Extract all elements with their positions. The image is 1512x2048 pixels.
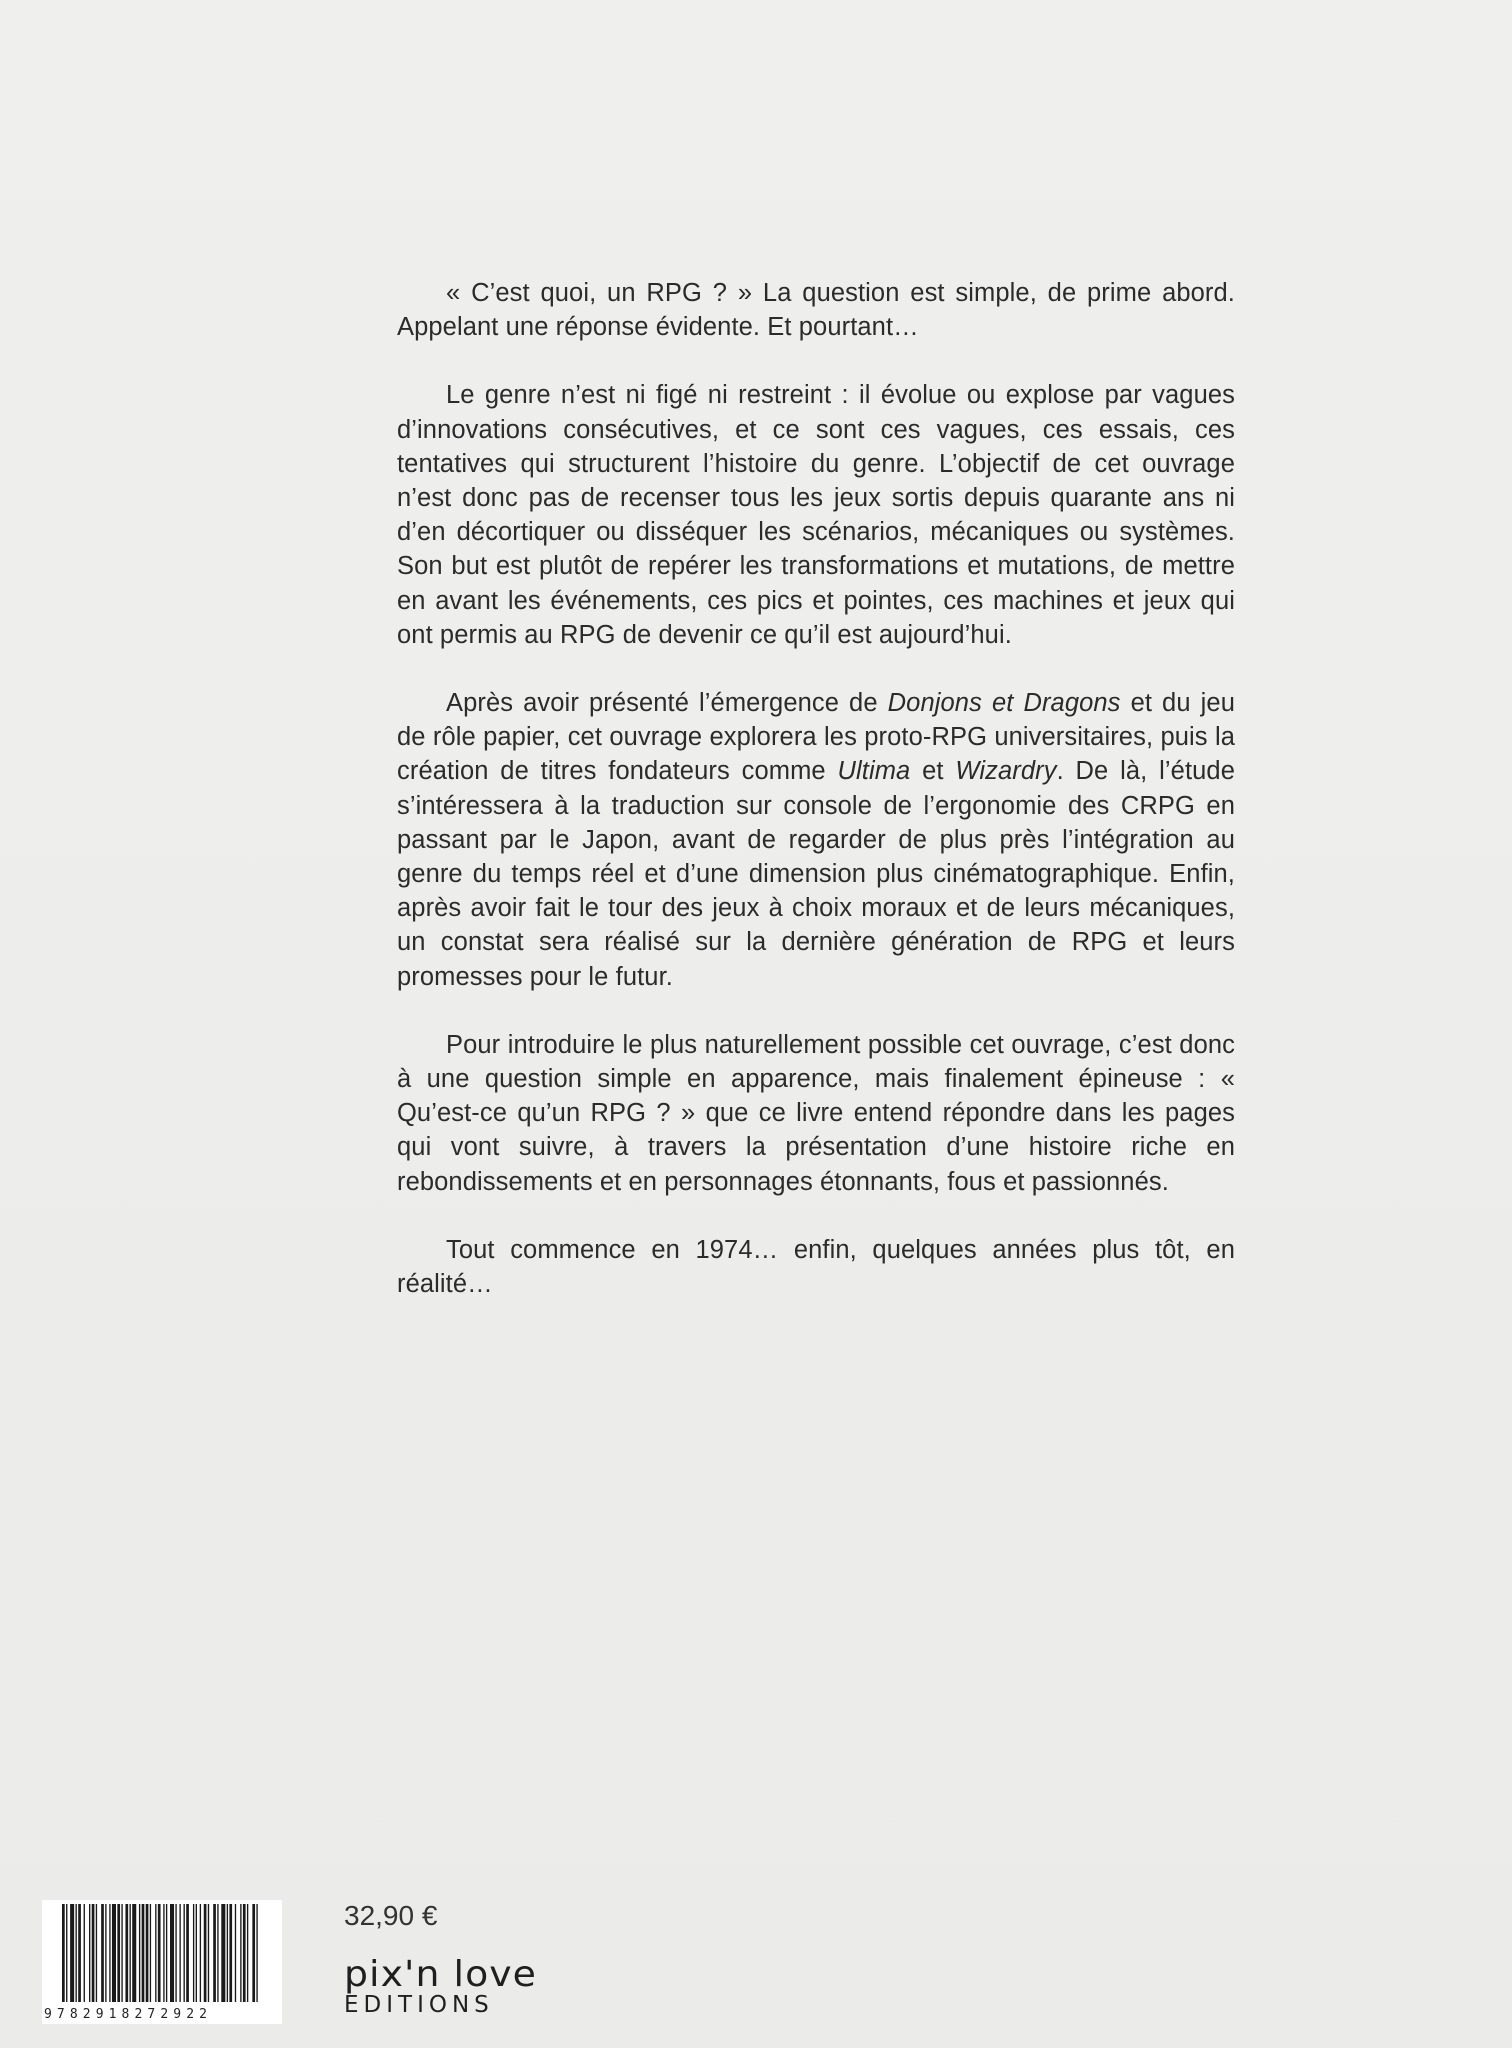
barcode-bar <box>221 1904 225 2002</box>
barcode-bar <box>227 1904 228 2002</box>
barcode-bar <box>163 1904 164 2002</box>
barcode-bar <box>89 1904 90 2002</box>
publisher-logo-bottom: EDITIONS <box>344 1992 494 2018</box>
barcode-bar <box>193 1904 194 2002</box>
barcode-bar <box>92 1904 95 2002</box>
barcode-bar <box>142 1904 145 2002</box>
barcode-bar <box>186 1904 189 2002</box>
paragraph-2 <box>397 378 1235 652</box>
barcode-bar <box>130 1904 131 2002</box>
barcode-bar <box>204 1904 207 2002</box>
barcode-bar <box>158 1904 161 2002</box>
barcode-bar <box>229 1904 232 2002</box>
barcode-bar <box>84 1904 85 2002</box>
barcode-bar <box>96 1904 97 2002</box>
p2-seg-1: Le genre n’est ni figé ni restreint : il évolue ou explose par vagues d’innovations consécutives, et ce sont ces vagues, ces essais, ces tentatives qui structurent l’histoire du genre. L’objectif de cet ouvrage n’est donc pas de recenser tous les jeux sortis depuis quarante ans ni d’en décortiquer ou disséquer les scénarios, mécaniques ou systèmes. Son but est plutôt de repérer les transformations et mutations, de mettre en avant les événements, ces pics et pointes, ces machines et jeux qui ont permis au RPG de devenir ce qu’il est aujourd’hui. <box>397 381 1235 649</box>
barcode-bar <box>150 1904 151 2002</box>
barcode-bar <box>208 1904 209 2002</box>
p3-seg-5: et <box>910 757 956 786</box>
barcode-bar <box>170 1904 174 2002</box>
barcode-bar <box>121 1904 122 2002</box>
isbn-barcode <box>42 1900 282 2024</box>
barcode-bar <box>155 1904 156 2002</box>
p3-seg-3: et du jeu de rôle papier, cet ouvrage explorera les proto-RPG universitaires, puis la création de titres fondateurs comme <box>397 689 1235 786</box>
barcode-bar <box>243 1904 246 2002</box>
paragraph-5 <box>397 1233 1235 1301</box>
barcode-bar <box>256 1904 257 2002</box>
barcode-bar <box>109 1904 110 2002</box>
barcode-bar <box>175 1904 176 2002</box>
barcode-bar <box>247 1904 248 2002</box>
p3-title-donjons: Donjons et Dragons <box>887 689 1121 718</box>
barcode-bar <box>179 1904 180 2002</box>
p3-seg-7: . De là, l’étude s’intéressera à la traduction sur console de l’ergonomie des CRPG en passant par le Japon, avant de regarder de plus près l’intégration au genre du temps réel et d’une dimension plus cinématographique. Enfin, après avoir fait le tour des jeux à choix moraux et de leurs mécaniques, un constat sera réalisé sur la dernière génération de RPG et leurs promesses pour le futur. <box>397 757 1235 991</box>
barcode-bar <box>146 1904 149 2002</box>
paragraph-1 <box>397 276 1235 344</box>
barcode-bar <box>213 1904 216 2002</box>
barcode-bars <box>62 1904 262 2002</box>
barcode-bar <box>235 1904 236 2002</box>
publisher-logo-top: pix'n love <box>344 1954 537 1995</box>
barcode-bar <box>252 1904 255 2002</box>
barcode-bar <box>76 1904 77 2002</box>
p4-seg-1: Pour introduire le plus naturellement possible cet ouvrage, c’est donc à une question simple en apparence, mais finalement épineuse : « Qu’est-ce qu’un RPG ? » que ce livre entend répondre dans les pages qui vont suivre, à travers la présentation d’une histoire riche en rebondissements et en personnages étonnants, fous et passionnés. <box>397 1030 1235 1196</box>
barcode-bar <box>101 1904 104 2002</box>
barcode-digits: 9782918272922 <box>44 2007 213 2022</box>
paragraph-4 <box>397 1028 1235 1199</box>
barcode-bar <box>78 1904 81 2002</box>
barcode-bar <box>139 1904 140 2002</box>
p3-seg-1: Après avoir présenté l’émergence de <box>446 689 888 718</box>
barcode-bar <box>240 1904 241 2002</box>
publisher-logo <box>344 1954 564 2028</box>
barcode-bar <box>105 1904 106 2002</box>
barcode-bar <box>66 1904 67 2002</box>
barcode-bar <box>125 1904 128 2002</box>
barcode-bar <box>166 1904 167 2002</box>
p3-title-ultima: Ultima <box>837 757 911 786</box>
barcode-bar <box>196 1904 197 2002</box>
barcode-bar <box>62 1904 65 2002</box>
barcode-bar <box>70 1904 74 2002</box>
barcode-bar <box>117 1904 120 2002</box>
p3-title-wizardry: Wizardry <box>955 757 1057 786</box>
barcode-bar <box>132 1904 136 2002</box>
barcode-bar <box>217 1904 218 2002</box>
barcode-bar <box>184 1904 185 2002</box>
p1-seg-1: « C’est quoi, un RPG ? » La question est simple, de prime abord. Appelant une réponse évidente. Et pourtant… <box>397 279 1235 342</box>
blurb-text <box>397 276 1235 1335</box>
barcode-bar <box>112 1904 116 2002</box>
barcode-bar <box>200 1904 201 2002</box>
paragraph-3 <box>397 686 1235 994</box>
price: 32,90 € <box>344 1900 438 1931</box>
p5-seg-1: Tout commence en 1974… enfin, quelques années plus tôt, en réalité… <box>397 1235 1235 1299</box>
